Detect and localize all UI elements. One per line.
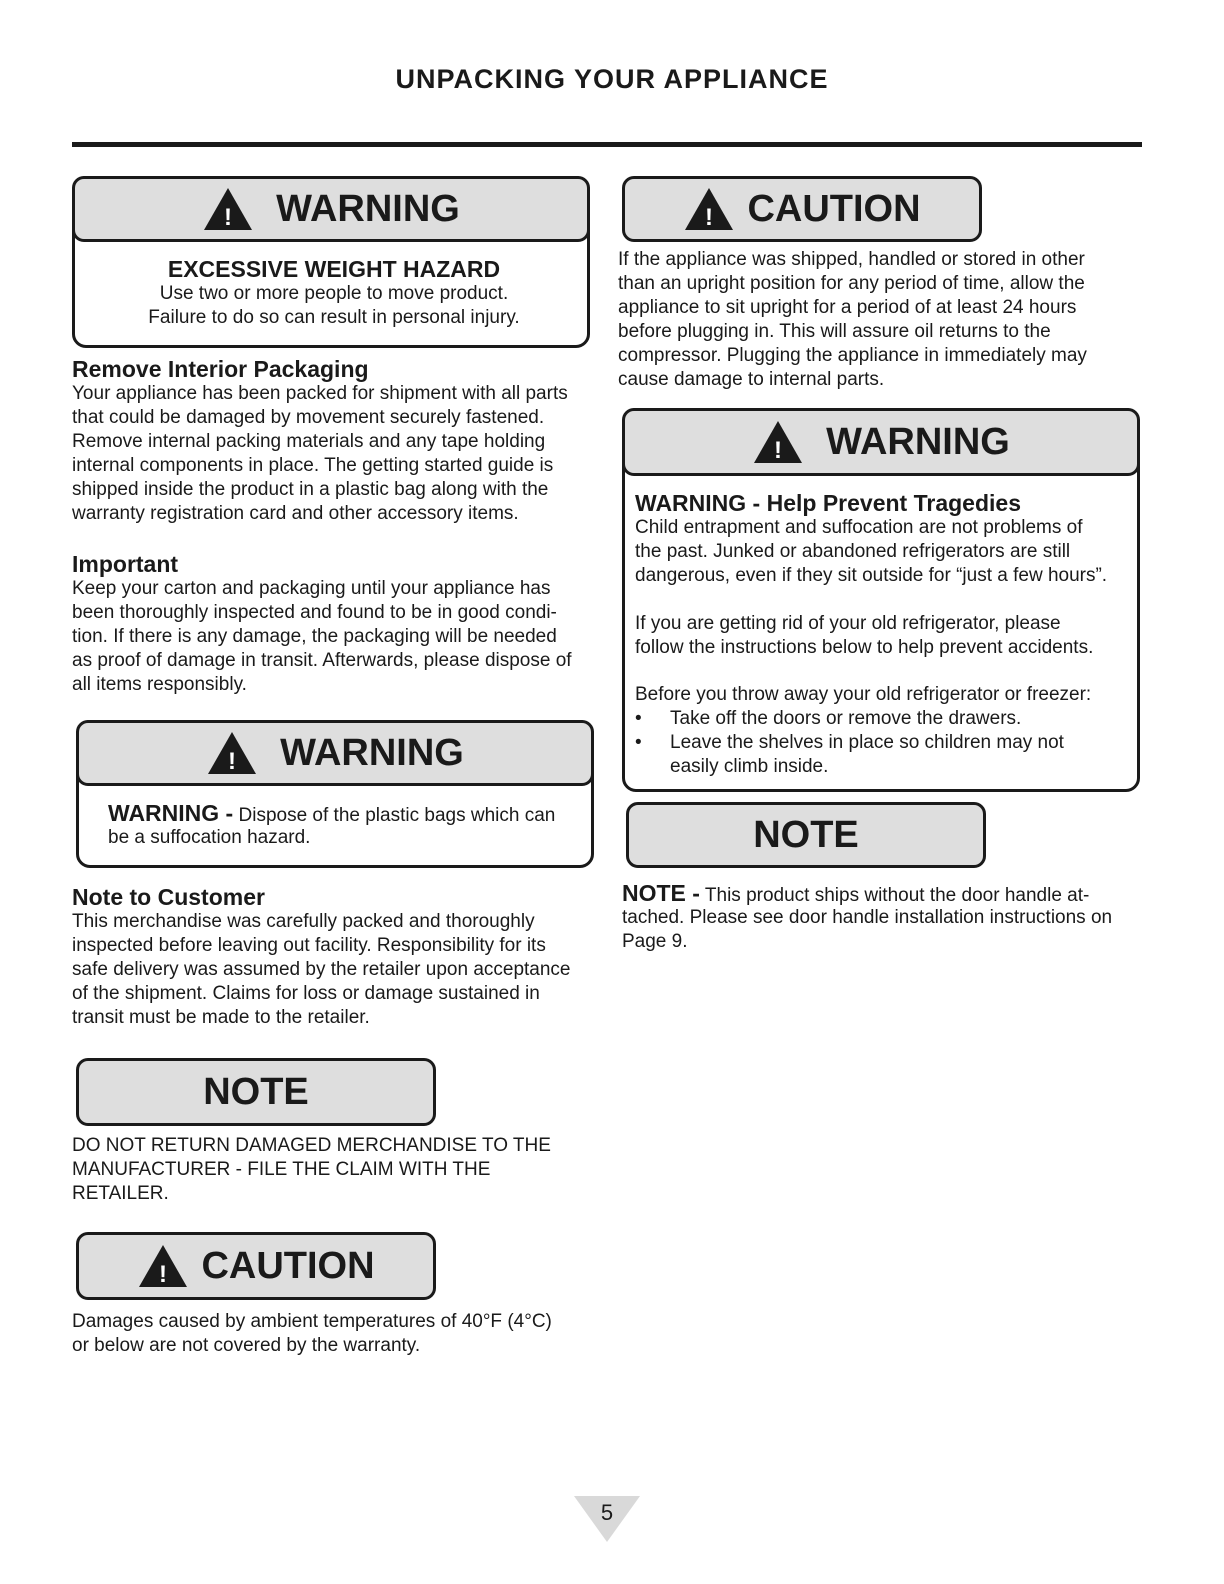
warning-triangle-icon	[683, 186, 735, 232]
paragraph-line: or below are not covered by the warranty.	[72, 1335, 421, 1356]
paragraph-line: internal components in place. The getting started guide is	[72, 455, 554, 476]
paragraph-line: Your appliance has been packed for shipment with all parts	[72, 383, 568, 404]
paragraph-line: appliance to sit upright for a period of at least 24 hours	[618, 297, 1077, 318]
list-item: • Take off the doors or remove the drawers.	[635, 707, 1125, 731]
section-heading: Remove Interior Packaging	[72, 356, 369, 382]
paragraph-line: as proof of damage in transit. Afterwards, please dispose of	[72, 650, 572, 671]
page-number-marker	[572, 1496, 642, 1544]
warning-triangle-icon	[752, 419, 804, 465]
weight-hazard-line: Failure to do so can result in personal injury.	[148, 307, 520, 328]
paragraph-line: than an upright position for any period of time, allow the	[618, 273, 1085, 294]
paragraph-line: Remove internal packing materials and any tape holding	[72, 431, 546, 452]
warning-lead: WARNING -	[108, 800, 234, 826]
note-text: tached. Please see door handle installation instructions on	[622, 907, 1113, 928]
list-item-text: Leave the shelves in place so children may not	[670, 732, 1064, 753]
list-item-text: easily climb inside.	[670, 756, 829, 777]
section-heading: Important	[72, 551, 179, 577]
paragraph-line: cause damage to internal parts.	[618, 369, 885, 390]
warning-text: be a suffocation hazard.	[108, 827, 311, 848]
paragraph-line: that could be damaged by movement securely fastened.	[72, 407, 545, 428]
svg-text:!: !	[705, 204, 714, 231]
header-divider	[72, 142, 1142, 147]
warning-triangle-icon	[137, 1243, 189, 1289]
paragraph-line: If you are getting rid of your old refrigerator, please	[635, 613, 1061, 634]
paragraph-line: Child entrapment and suffocation are not problems of	[635, 517, 1083, 538]
warning-banner	[72, 176, 590, 242]
page-title: UNPACKING YOUR APPLIANCE	[395, 64, 829, 94]
note-banner	[76, 1058, 436, 1126]
paragraph-line: warranty registration card and other accessory items.	[72, 503, 519, 524]
caution-banner	[622, 176, 982, 242]
section-heading: Note to Customer	[72, 884, 265, 910]
paragraph-line: follow the instructions below to help prevent accidents.	[635, 637, 1094, 658]
paragraph-line: dangerous, even if they sit outside for “just a few hours”.	[635, 565, 1108, 586]
warning-triangle-icon	[206, 730, 258, 776]
note-banner	[626, 802, 986, 868]
note-label: NOTE	[753, 814, 859, 856]
warning-label: WARNING	[276, 188, 460, 230]
plastic-bag-warning-text	[108, 801, 555, 828]
paragraph-line: Keep your carton and packaging until your appliance has	[72, 578, 551, 599]
paragraph-line: safe delivery was assumed by the retailer upon acceptance	[72, 959, 571, 980]
tragedies-heading: WARNING - Help Prevent Tragedies	[635, 490, 1021, 516]
caution-label: CAUTION	[747, 188, 921, 230]
note-text: This product ships without the door handle at-	[704, 885, 1090, 906]
warning-banner	[622, 408, 1140, 476]
page-number: 5	[600, 1500, 614, 1525]
warning-triangle-icon	[202, 186, 254, 232]
paragraph-line: RETAILER.	[72, 1183, 169, 1204]
svg-text:!: !	[159, 1261, 168, 1288]
svg-text:!: !	[228, 748, 237, 775]
paragraph-line: If the appliance was shipped, handled or stored in other	[618, 249, 1085, 270]
paragraph-line: compressor. Plugging the appliance in immediately may	[618, 345, 1087, 366]
paragraph-line: This merchandise was carefully packed and thoroughly	[72, 911, 535, 932]
paragraph-line: all items responsibly.	[72, 674, 247, 695]
svg-text:!: !	[224, 204, 233, 231]
paragraph-line: tion. If there is any damage, the packaging will be needed	[72, 626, 557, 647]
warning-banner	[76, 720, 594, 786]
handle-note-text	[622, 881, 1089, 908]
paragraph-line: Before you throw away your old refrigerator or freezer:	[635, 684, 1092, 705]
weight-hazard-title: EXCESSIVE WEIGHT HAZARD	[167, 256, 501, 282]
warning-label: WARNING	[826, 421, 1010, 463]
note-lead: NOTE -	[622, 880, 700, 906]
caution-label: CAUTION	[201, 1245, 375, 1287]
paragraph-line: Damages caused by ambient temperatures of 40°F (4°C)	[72, 1311, 552, 1332]
paragraph-line: transit must be made to the retailer.	[72, 1007, 370, 1028]
paragraph-line: DO NOT RETURN DAMAGED MERCHANDISE TO THE	[72, 1135, 551, 1156]
paragraph-line: been thoroughly inspected and found to be in good condi-	[72, 602, 557, 623]
warning-label: WARNING	[280, 732, 464, 774]
note-label: NOTE	[203, 1071, 309, 1113]
svg-text:!: !	[774, 437, 783, 464]
warning-text: Dispose of the plastic bags which can	[238, 805, 556, 826]
disposal-steps-list	[635, 707, 1125, 779]
paragraph-line: MANUFACTURER - FILE THE CLAIM WITH THE	[72, 1159, 491, 1180]
weight-hazard-line: Use two or more people to move product.	[159, 283, 509, 304]
list-item	[635, 731, 1125, 779]
paragraph-line: the past. Junked or abandoned refrigerators are still	[635, 541, 1071, 562]
paragraph-line: before plugging in. This will assure oil returns to the	[618, 321, 1051, 342]
note-text: Page 9.	[622, 931, 688, 952]
paragraph-line: inspected before leaving out facility. Responsibility for its	[72, 935, 546, 956]
paragraph-line: of the shipment. Claims for loss or damage sustained in	[72, 983, 540, 1004]
paragraph-line: shipped inside the product in a plastic bag along with the	[72, 479, 549, 500]
caution-banner	[76, 1232, 436, 1300]
